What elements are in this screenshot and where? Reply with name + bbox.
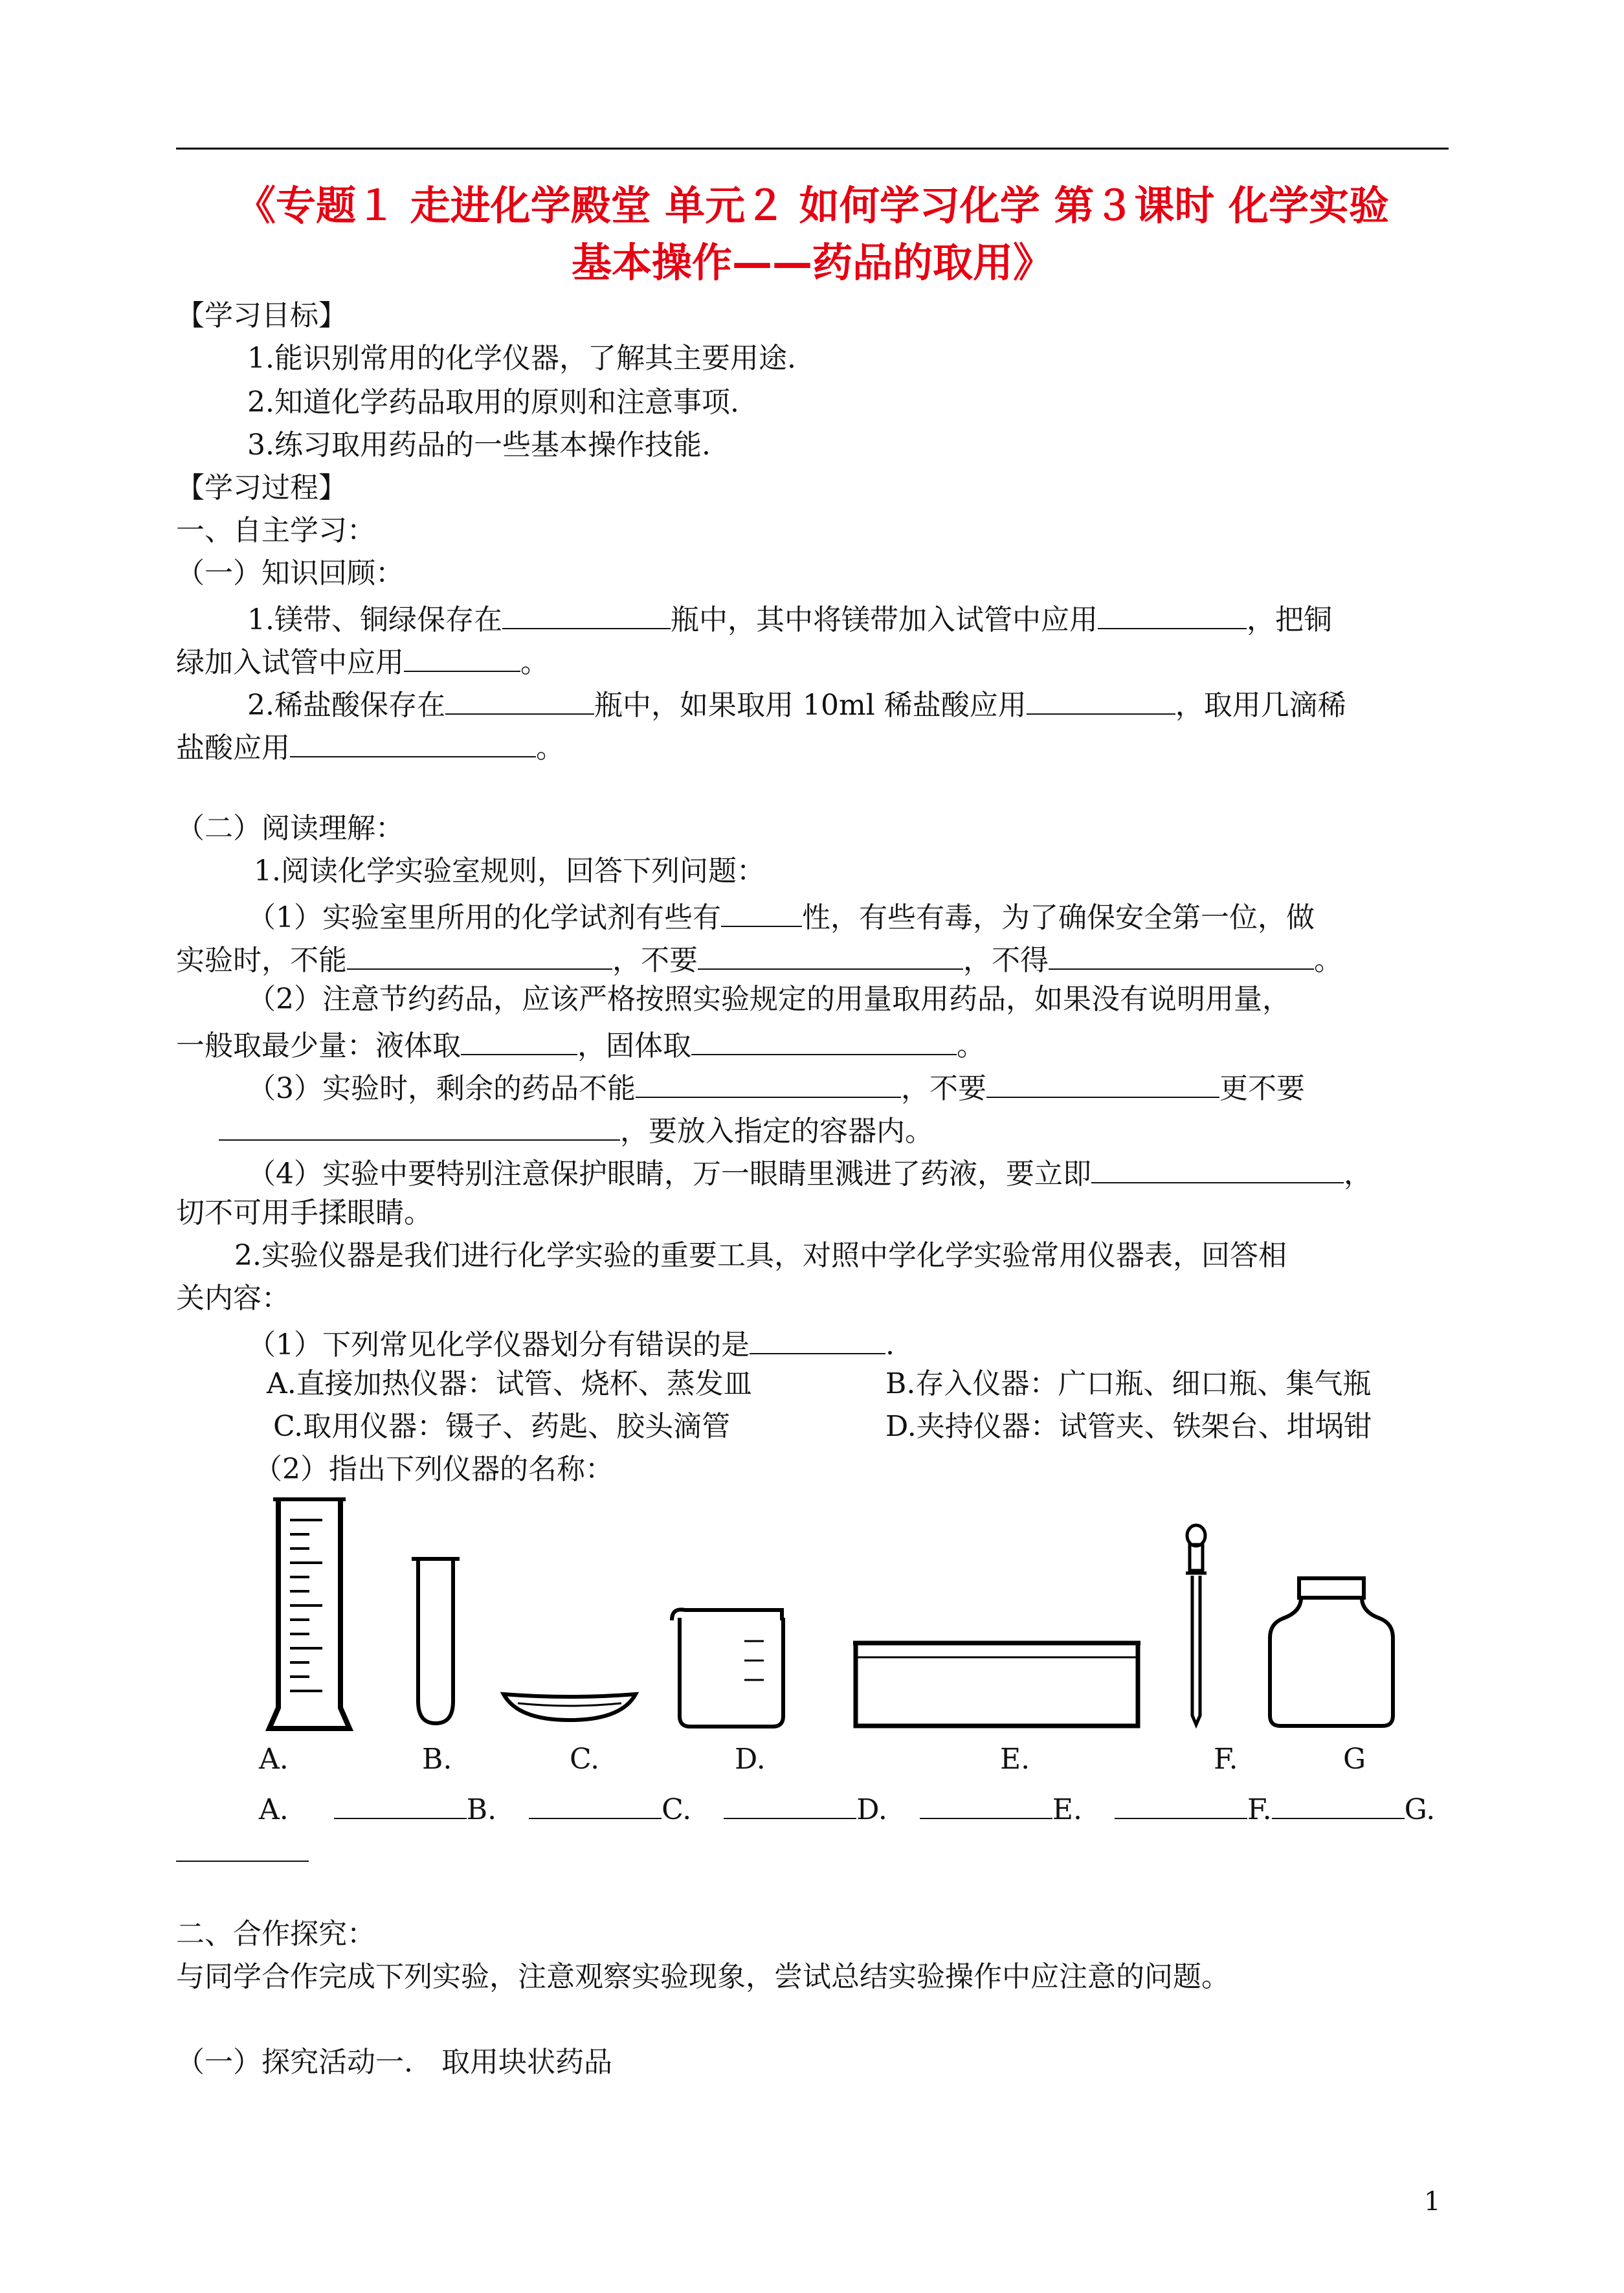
answer-label: F. [1247, 1793, 1272, 1826]
question-text: 。 [1314, 944, 1342, 977]
option-b: B.存入仪器：广口瓶、细口瓶、集气瓶 [885, 1367, 1372, 1400]
goal-item: 1.能识别常用的化学仪器，了解其主要用途. [247, 342, 796, 375]
question-line: 2.实验仪器是我们进行化学实验的重要工具，对照中学化学实验常用仪器表，回答相 [234, 1239, 1287, 1272]
subsection-heading: （一）知识回顾： [176, 557, 404, 590]
question-text: 盐酸应用 [176, 732, 290, 765]
answer-blank[interactable] [529, 1788, 662, 1819]
question-line [176, 726, 564, 766]
question-text: 绿加入试管中应用 [176, 646, 404, 679]
answer-blank[interactable] [290, 726, 536, 757]
answer-label: D. [856, 1793, 887, 1826]
answer-blank[interactable] [750, 1323, 885, 1354]
apparatus-answer-line [259, 1788, 1435, 1828]
question-text: （3）实验时，剩余的药品不能 [247, 1072, 636, 1105]
wide-mouth-bottle-icon [1263, 1573, 1399, 1732]
answer-blank[interactable] [1091, 1152, 1344, 1183]
question-line [247, 1323, 895, 1363]
question-text: ，不要 [901, 1072, 986, 1105]
answer-blank[interactable] [334, 1788, 467, 1819]
question-text: 性，有些有毒，为了确保安全第一位，做 [802, 901, 1315, 934]
figure-label: A. [259, 1743, 289, 1776]
answer-blank[interactable] [461, 1024, 577, 1055]
question-line: 关内容： [176, 1282, 290, 1315]
question-line [247, 684, 1346, 724]
document-title-line-1: 《专题１ 走进化学殿堂 单元２ 如何学习化学 第３课时 化学实验 [236, 182, 1389, 229]
answer-label: E. [1052, 1793, 1082, 1826]
answer-blank[interactable] [1027, 684, 1175, 715]
figure-label: C. [570, 1743, 600, 1776]
question-line [247, 598, 1332, 638]
section-heading: 二、合作探究： [176, 1918, 375, 1951]
question-text: 瓶中，其中将镁带加入试管中应用 [670, 603, 1098, 636]
question-text: 2.稀盐酸保存在 [247, 689, 445, 722]
answer-blank[interactable] [636, 1067, 901, 1098]
question-text: . [885, 1328, 895, 1361]
question-text: ，不要 [612, 944, 698, 977]
apparatus-answer-line [176, 1831, 309, 1871]
process-heading: 【学习过程】 [176, 471, 347, 504]
question-text: ，固体取 [577, 1029, 691, 1062]
header-rule [176, 148, 1449, 150]
question-line [219, 1110, 933, 1150]
page-number: 1 [1424, 2187, 1441, 2217]
answer-blank[interactable] [721, 896, 802, 927]
answer-blank[interactable] [724, 1788, 856, 1819]
figure-label: B. [422, 1743, 452, 1776]
question-line: 切不可用手揉眼睛。 [176, 1196, 432, 1229]
question-text: 一般取最少量：液体取 [176, 1029, 461, 1062]
subsection-heading: （二）阅读理解： [176, 812, 404, 845]
question-text: 。 [520, 646, 549, 679]
answer-blank[interactable] [445, 684, 594, 715]
answer-blank[interactable] [1098, 598, 1247, 629]
answer-label: G. [1404, 1793, 1436, 1826]
figure-label: F. [1214, 1743, 1238, 1776]
question-text: （1）下列常见化学仪器划分有错误的是 [247, 1328, 750, 1361]
question-text: ，不得 [963, 944, 1049, 977]
question-text: ，把铜 [1246, 603, 1332, 636]
option-c: C.取用仪器：镊子、药匙、胶头滴管 [273, 1410, 731, 1443]
answer-label: A. [259, 1793, 289, 1826]
test-tube-icon [406, 1554, 465, 1728]
question-text: 更不要 [1219, 1072, 1305, 1105]
answer-blank[interactable] [176, 1831, 309, 1862]
dropper-icon [1177, 1521, 1216, 1728]
question-line [176, 1024, 985, 1064]
subsection-heading: （一）探究活动一. 取用块状药品 [176, 2046, 612, 2079]
question-text: （1）实验室里所用的化学试剂有些有 [247, 901, 721, 934]
answer-blank[interactable] [1115, 1788, 1247, 1819]
beaker-icon [667, 1602, 796, 1732]
question-text: ，取用几滴稀 [1175, 689, 1346, 722]
paragraph: 与同学合作完成下列实验，注意观察实验现象，尝试总结实验操作中应注意的问题。 [176, 1960, 1230, 1993]
graduated-cylinder-icon [264, 1494, 355, 1734]
answer-blank[interactable] [698, 939, 963, 970]
question-text: 实验时，不能 [176, 944, 347, 977]
question-line [176, 939, 1342, 979]
answer-blank[interactable] [404, 641, 520, 672]
question-line: （2）注意节约药品，应该严格按照实验规定的用量取用药品，如果没有说明用量， [247, 983, 1291, 1016]
section-heading: 一、自主学习： [176, 514, 375, 547]
answer-blank[interactable] [1272, 1788, 1405, 1819]
question-text: 。 [957, 1029, 985, 1062]
question-text: 瓶中，如果取用 10ml 稀盐酸应用 [594, 689, 1027, 722]
goal-item: 2.知道化学药品取用的原则和注意事项. [247, 386, 739, 419]
option-a: A.直接加热仪器：试管、烧杯、蒸发皿 [267, 1367, 752, 1400]
question-text: 。 [536, 732, 564, 765]
question-text: ，要放入指定的容器内。 [620, 1115, 933, 1148]
question-line [247, 1067, 1305, 1107]
figure-label: G [1343, 1743, 1366, 1776]
answer-blank[interactable] [920, 1788, 1052, 1819]
answer-blank[interactable] [347, 939, 612, 970]
question-line: 1.阅读化学实验室规则，回答下列问题： [254, 855, 765, 888]
answer-blank[interactable] [219, 1110, 620, 1141]
question-line: （2）指出下列仪器的名称： [254, 1453, 614, 1486]
question-line [247, 896, 1315, 936]
option-d: D.夹持仪器：试管夹、铁架台、坩埚钳 [885, 1410, 1372, 1443]
figure-label: E. [1000, 1743, 1030, 1776]
figure-label: D. [735, 1743, 766, 1776]
answer-label: C. [662, 1793, 692, 1826]
water-trough-icon [848, 1638, 1146, 1732]
question-text: 1.镁带、铜绿保存在 [247, 603, 502, 636]
answer-blank[interactable] [1049, 939, 1314, 970]
answer-blank[interactable] [691, 1024, 957, 1055]
document-title-line-2: 基本操作——药品的取用》 [571, 239, 1053, 286]
answer-label: B. [466, 1793, 497, 1826]
goals-heading: 【学习目标】 [176, 299, 347, 332]
question-text: （4）实验中要特别注意保护眼睛，万一眼睛里溅进了药液，要立即 [247, 1158, 1091, 1191]
question-text: ， [1344, 1158, 1372, 1191]
goal-item: 3.练习取用药品的一些基本操作技能. [247, 429, 711, 462]
answer-blank[interactable] [502, 598, 671, 629]
evaporating-dish-icon [498, 1686, 641, 1725]
question-line [176, 641, 549, 681]
answer-blank[interactable] [986, 1067, 1219, 1098]
question-line [247, 1152, 1372, 1192]
